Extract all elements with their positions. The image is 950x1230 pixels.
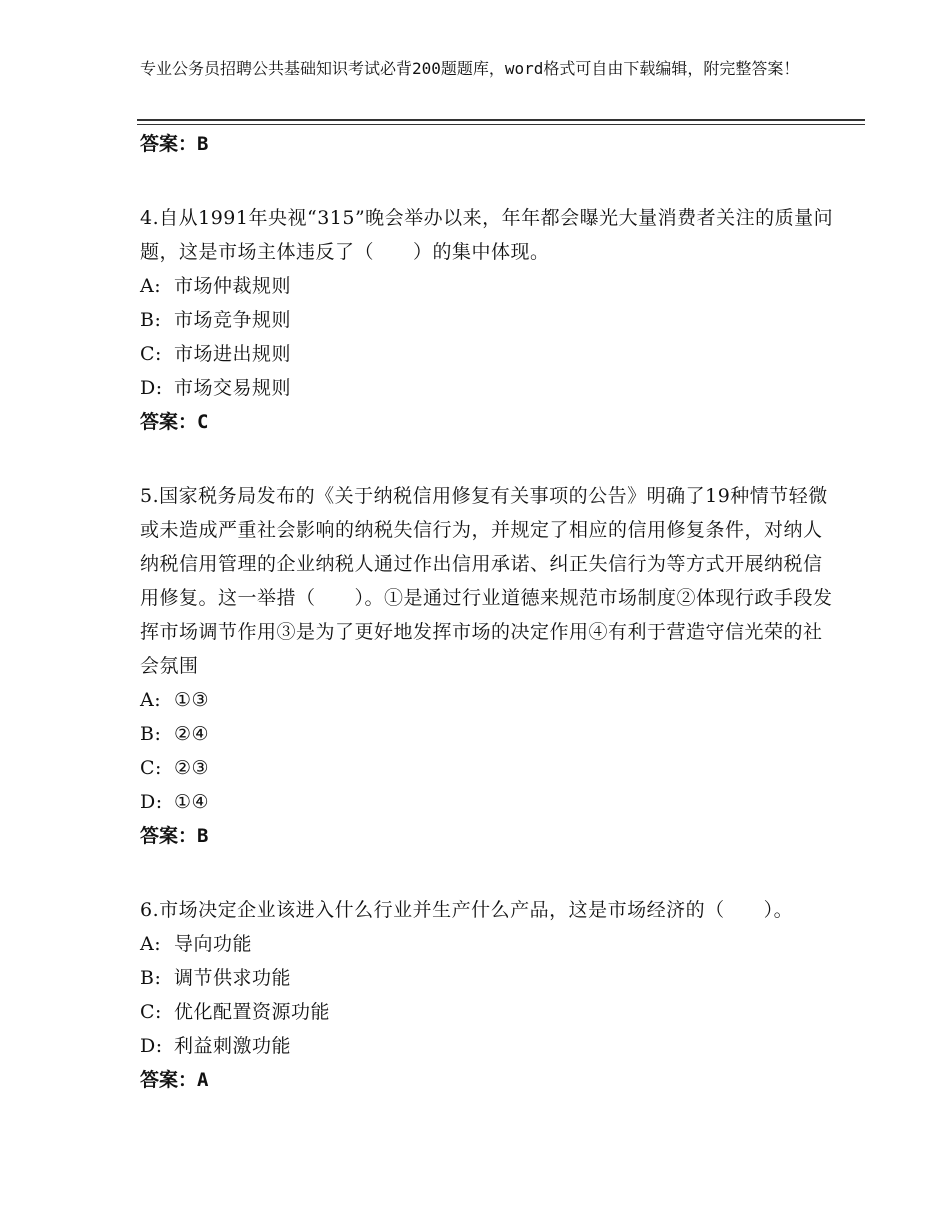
question-block [140,201,840,439]
option-c [140,337,840,371]
option-c [140,995,840,1029]
option-b [140,717,840,751]
answer-line [140,127,840,161]
answer-value: C [197,411,209,433]
answer-label: 答案： [140,1069,198,1091]
option-text: 导向功能 [174,933,253,955]
option-a [140,269,840,303]
question-block [140,893,840,1097]
option-a [140,927,840,961]
option-text: 利益刺激功能 [174,1035,292,1057]
option-letter: A: [140,689,162,711]
question-block [140,479,840,853]
answer-value: B [197,133,209,155]
page-header: 专业公务员招聘公共基础知识考试必背200题题库，word格式可自由下载编辑，附完整答案！ [140,59,800,78]
option-letter: B: [140,723,162,745]
answer-label: 答案： [140,825,198,847]
option-text: 市场进出规则 [174,343,292,365]
content-area [140,127,840,1097]
answer-value: B [197,825,209,847]
answer-label: 答案： [140,133,198,155]
option-text: ①③ [174,689,210,711]
option-letter: A: [140,933,162,955]
answer-line [140,819,840,853]
option-letter: B: [140,309,162,331]
option-letter: D: [140,377,163,399]
option-text: ②③ [174,757,210,779]
option-text: 调节供求功能 [174,967,292,989]
option-letter: A: [140,275,162,297]
answer-value: A [197,1069,209,1091]
answer-line [140,405,840,439]
answer-label: 答案： [140,411,198,433]
question-text: 5.国家税务局发布的《关于纳税信用修复有关事项的公告》明确了19种情节轻微或未造成严重社会影响的纳税失信行为，并规定了相应的信用修复条件，对纳人纳税信用管理的企业纳税人通过作出信用承诺、纠正失信行为等方式开展纳税信用修复。这一举措（ ）。①是通过行业道德来规范市场制度②体现行政手段发挥市场调节作用③是为了更好地发挥市场的决定作用④有利于营造守信光荣的社会氛围 [140,485,833,677]
option-b [140,961,840,995]
option-d [140,1029,840,1063]
option-d [140,785,840,819]
option-text: 市场仲裁规则 [174,275,292,297]
question-text: 4.自从1991年央视“315”晚会举办以来，年年都会曝光大量消费者关注的质量问题，这是市场主体违反了（ ）的集中体现。 [140,207,834,263]
answer-line [140,1063,840,1097]
option-letter: D: [140,1035,163,1057]
option-letter: D: [140,791,163,813]
option-text: ②④ [174,723,210,745]
option-text: 市场交易规则 [174,377,292,399]
option-text: ①④ [174,791,210,813]
option-letter: C: [140,343,162,365]
option-letter: C: [140,1001,162,1023]
option-letter: C: [140,757,162,779]
option-c [140,751,840,785]
option-text: 市场竞争规则 [174,309,292,331]
question-text: 6.市场决定企业该进入什么行业并生产什么产品，这是市场经济的（ ）。 [140,899,794,921]
option-text: 优化配置资源功能 [174,1001,331,1023]
option-b [140,303,840,337]
header-rule-thin [137,124,865,125]
option-a [140,683,840,717]
option-letter: B: [140,967,162,989]
header-rule-thick [137,119,865,121]
option-d [140,371,840,405]
